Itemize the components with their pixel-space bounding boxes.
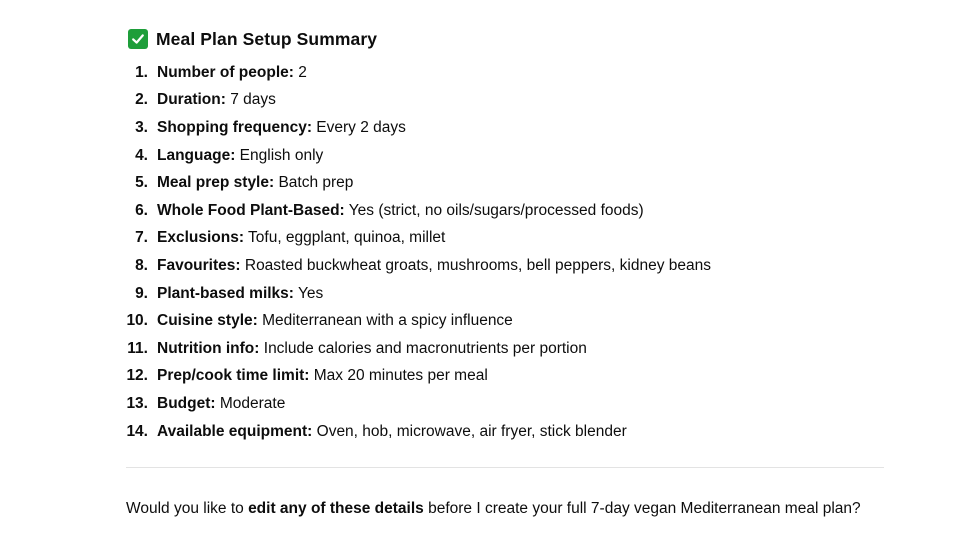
list-item-number: 3. [135, 118, 148, 136]
list-item-value: Roasted buckwheat groats, mushrooms, bell peppers, kidney beans [240, 256, 711, 274]
summary-list-item [126, 418, 886, 446]
list-item-value: Yes [293, 284, 324, 302]
list-item-text [157, 64, 307, 82]
list-item-value: 2 [293, 63, 307, 81]
summary-list [126, 59, 886, 445]
list-item-label: Exclusions: [157, 229, 244, 247]
list-item-text [157, 119, 406, 137]
summary-list-item [126, 390, 886, 418]
question-text-before: Would you like to [126, 500, 249, 517]
list-item-number: 10. [126, 312, 148, 330]
summary-list-item [126, 169, 886, 197]
list-item-value: Moderate [215, 394, 286, 412]
list-item-number: 14. [126, 422, 148, 440]
summary-list-item [126, 280, 886, 308]
list-item-text [157, 229, 445, 247]
list-item-number: 5. [135, 174, 148, 192]
list-item-label: Nutrition info: [157, 339, 260, 357]
list-item-number: 11. [127, 339, 148, 357]
list-item-text [157, 340, 587, 358]
summary-title: Meal Plan Setup Summary [156, 28, 378, 49]
list-item-value: Mediterranean with a spicy influence [257, 312, 513, 330]
list-item-label: Cuisine style: [157, 312, 258, 330]
list-item-text [157, 257, 711, 275]
list-item-label: Whole Food Plant-Based: [157, 201, 345, 219]
list-item-text [157, 285, 323, 303]
list-item-number: 7. [135, 229, 148, 247]
list-item-label: Number of people: [157, 63, 294, 81]
list-item-value: Yes (strict, no oils/sugars/processed foods) [344, 201, 644, 219]
list-item-label: Prep/cook time limit: [157, 367, 310, 385]
list-item-label: Plant-based milks: [157, 284, 294, 302]
list-item-text [157, 91, 276, 109]
summary-list-item [126, 307, 886, 335]
follow-up-question [126, 500, 861, 518]
check-mark-button-icon [128, 29, 148, 49]
question-text-bold: edit any of these details [248, 500, 424, 517]
summary-list-item [126, 114, 886, 142]
summary-list-item [126, 197, 886, 225]
list-item-number: 8. [135, 256, 148, 274]
list-item-number: 9. [135, 284, 148, 302]
list-item-text [157, 312, 513, 330]
list-item-value: Oven, hob, microwave, air fryer, stick blender [312, 422, 627, 440]
summary-list-item [126, 335, 886, 363]
list-item-text [157, 202, 644, 220]
summary-list-item [126, 59, 886, 87]
check-mark-glyph [131, 32, 145, 46]
list-item-text [157, 423, 627, 441]
list-item-label: Duration: [157, 91, 226, 109]
list-item-label: Meal prep style: [157, 174, 275, 192]
summary-list-item [126, 87, 886, 115]
list-item-number: 2. [135, 91, 148, 109]
summary-list-item [126, 225, 886, 253]
list-item-value: English only [235, 146, 324, 164]
list-item-value: Every 2 days [312, 118, 406, 136]
summary-list-item [126, 363, 886, 391]
list-item-value: 7 days [225, 91, 276, 109]
list-item-number: 1. [135, 63, 148, 81]
list-item-number: 12. [126, 367, 148, 385]
list-item-label: Available equipment: [157, 422, 313, 440]
list-item-number: 13. [126, 394, 148, 412]
list-item-label: Shopping frequency: [157, 118, 312, 136]
list-item-value: Batch prep [274, 174, 354, 192]
question-text-after: before I create your full 7-day vegan Mediterranean meal plan? [423, 500, 861, 517]
list-item-text [157, 147, 323, 165]
list-item-text [157, 395, 285, 413]
list-item-text [157, 174, 353, 192]
list-item-label: Favourites: [157, 256, 241, 274]
list-item-number: 6. [135, 201, 148, 219]
list-item-label: Language: [157, 146, 236, 164]
list-item-value: Include calories and macronutrients per portion [259, 339, 587, 357]
summary-list-item [126, 142, 886, 170]
list-item-value: Tofu, eggplant, quinoa, millet [244, 229, 446, 247]
list-item-text [157, 367, 488, 385]
list-item-number: 4. [135, 146, 148, 164]
list-item-label: Budget: [157, 394, 216, 412]
assistant-message [126, 0, 886, 445]
divider [126, 467, 884, 468]
summary-list-item [126, 252, 886, 280]
list-item-value: Max 20 minutes per meal [309, 367, 488, 385]
summary-heading [126, 27, 886, 51]
